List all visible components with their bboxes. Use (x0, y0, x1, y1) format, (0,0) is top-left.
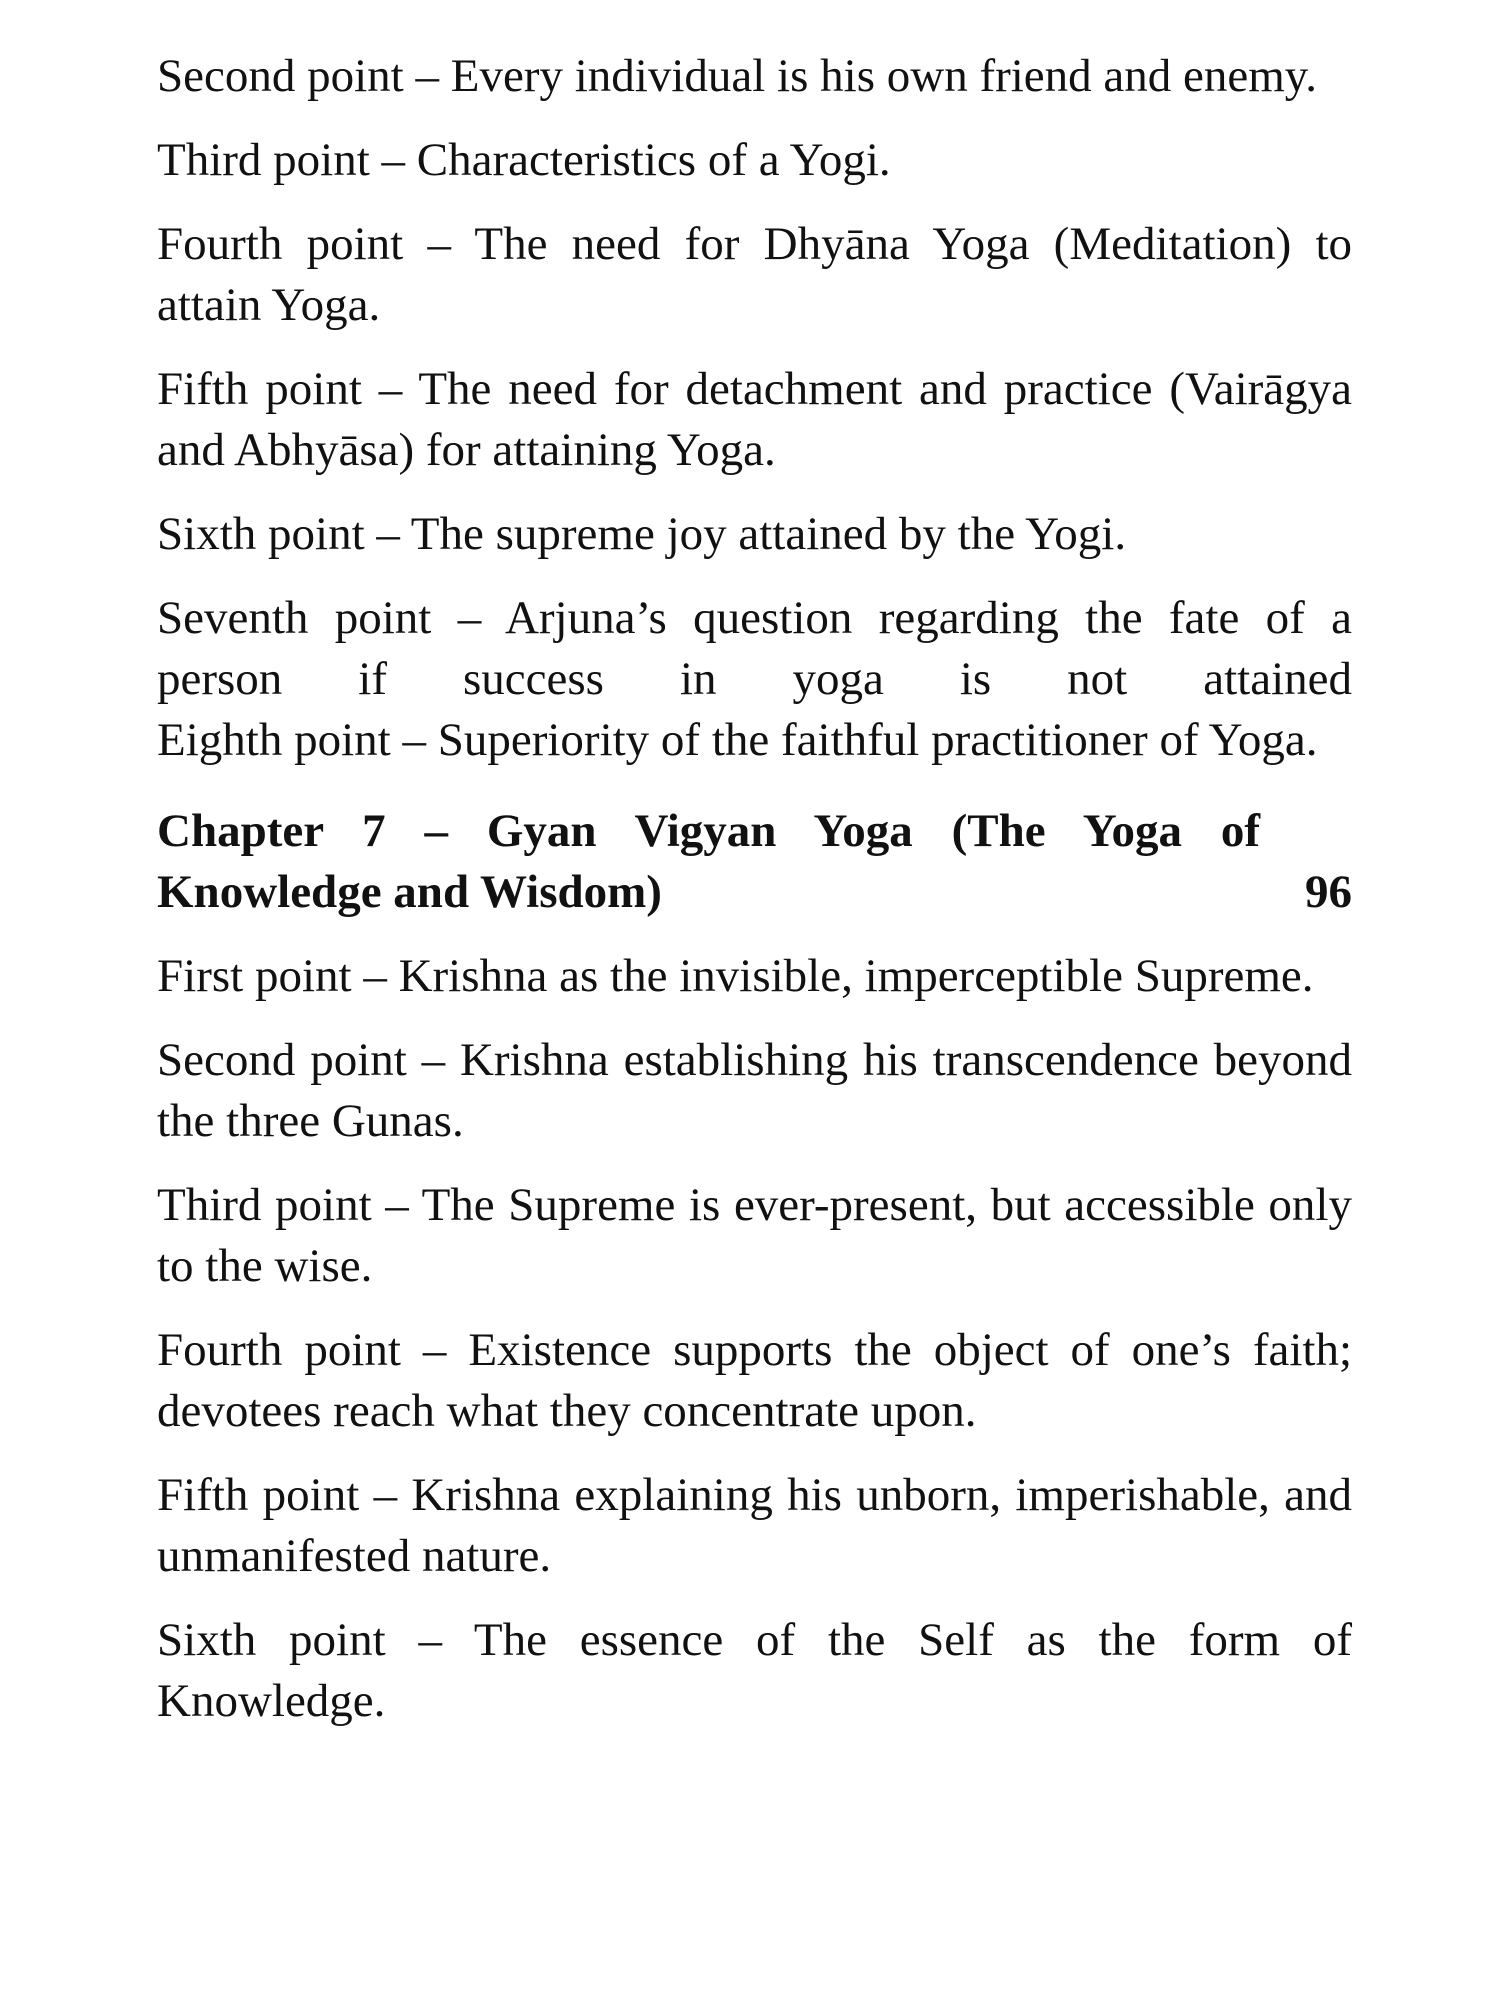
chapter-heading (157, 801, 1352, 923)
entry-text: The supreme joy attained by the Yogi. (410, 508, 1127, 560)
entry-separator: – (422, 1324, 447, 1376)
entry-text: Krishna explaining his unborn, imperishable, and unmanifested nature. (157, 1469, 1353, 1582)
entry-text: The Supreme is ever-present, but accessible only to the wise. (157, 1179, 1352, 1292)
entry-text: Superiority of the faithful practitioner of Yoga. (437, 714, 1318, 766)
entry-label: Fourth point (157, 218, 404, 270)
entry-text: The need for Dhyāna Yoga (Meditation) to attain Yoga. (157, 218, 1353, 331)
entry-text: Characteristics of a Yogi. (416, 134, 891, 186)
entry-separator: – (381, 134, 406, 186)
entry-separator: – (402, 714, 426, 766)
toc-entry (157, 214, 1352, 336)
entry-label: Seventh point (157, 592, 432, 644)
entry-label: Sixth point (157, 508, 365, 560)
entry-text: Krishna establishing his transcendence beyond the three Gunas. (157, 1034, 1352, 1147)
chapter-title-line2: Knowledge and Wisdom) (157, 866, 662, 918)
chapter-title-line1: Chapter 7 – Gyan Vigyan Yoga (The Yoga of (157, 805, 1260, 857)
entry-label: Second point (157, 1034, 407, 1086)
entry-label: Eighth point (157, 714, 391, 766)
entry-label: Fourth point (157, 1324, 401, 1376)
entry-text: Krishna as the invisible, imperceptible Supreme. (398, 950, 1314, 1002)
table-of-contents-page (157, 46, 1352, 1755)
entry-separator: – (385, 1179, 409, 1231)
toc-entry (157, 359, 1352, 481)
entry-label: Fifth point (157, 363, 362, 415)
toc-entry (157, 1320, 1352, 1442)
entry-label: Second point (157, 50, 404, 102)
entry-label: Fifth point (157, 1469, 360, 1521)
entry-label: Third point (157, 134, 370, 186)
toc-entry (157, 946, 1352, 1007)
entry-text: Every individual is his own friend and enemy. (450, 50, 1317, 102)
toc-entry (157, 1465, 1352, 1587)
entry-separator: – (376, 508, 400, 560)
toc-entry (157, 1610, 1352, 1732)
toc-entry (157, 1175, 1352, 1297)
entry-separator: – (427, 218, 451, 270)
entry-label: Third point (157, 1179, 372, 1231)
entry-label: First point (157, 950, 352, 1002)
entry-label: Sixth point (157, 1614, 386, 1666)
toc-entry (157, 130, 1352, 191)
entry-text: Arjuna’s question regarding the fate of a person if success in yoga is not attained (157, 592, 1352, 705)
entry-text: The essence of the Self as the form of Knowledge. (157, 1614, 1353, 1727)
entry-separator: – (415, 50, 439, 102)
toc-entry (157, 1030, 1352, 1152)
entry-separator: – (363, 950, 387, 1002)
toc-entry (157, 588, 1352, 710)
entry-separator: – (378, 363, 403, 415)
entry-text: The need for detachment and practice (Vairāgya and Abhyāsa) for attaining Yoga. (157, 363, 1353, 476)
toc-entry (157, 710, 1352, 771)
entry-separator: – (418, 1614, 442, 1666)
chapter-title-row (157, 862, 1352, 923)
toc-entry (157, 504, 1352, 565)
entry-text: Existence supports the object of one’s faith; devotees reach what they concentrate upon. (157, 1324, 1353, 1437)
entry-separator: – (421, 1034, 446, 1086)
toc-entry (157, 46, 1352, 107)
entry-separator: – (373, 1469, 398, 1521)
entry-separator: – (457, 592, 482, 644)
chapter-page-number: 96 (1305, 866, 1352, 918)
